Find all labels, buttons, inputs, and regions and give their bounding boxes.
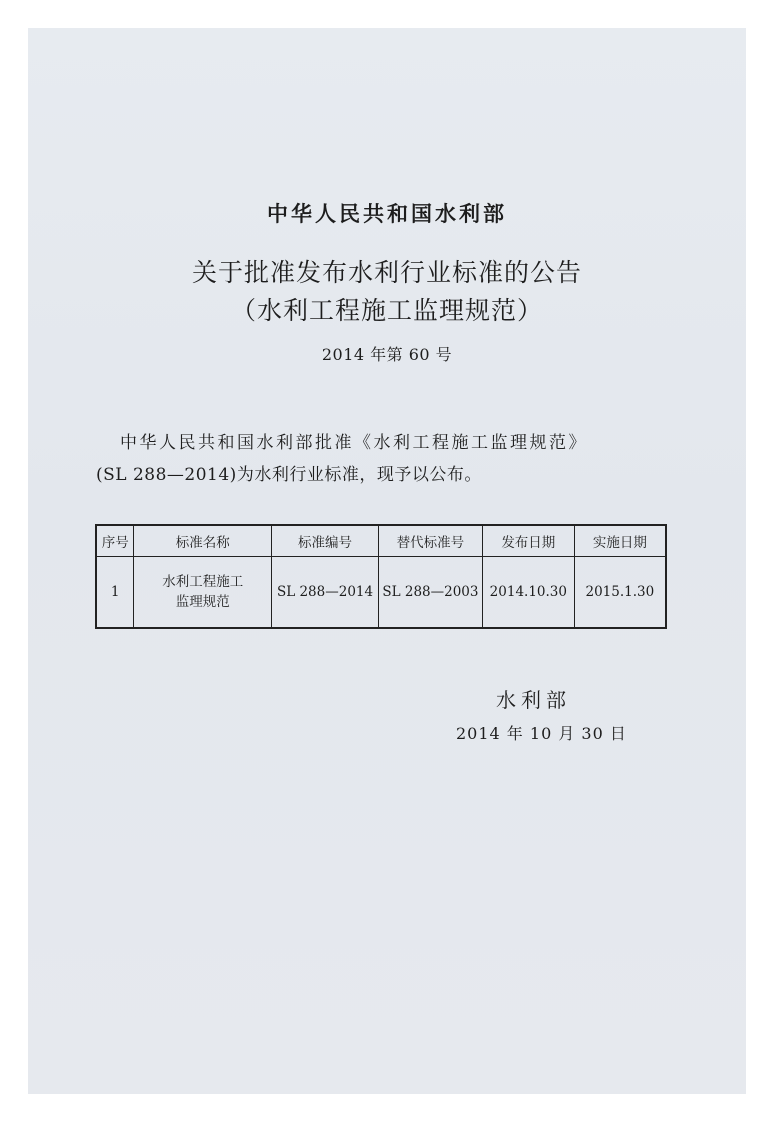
cell-release-date: 2014.10.30 xyxy=(482,557,574,629)
cell-effective-date: 2015.1.30 xyxy=(574,557,666,629)
cell-index: 1 xyxy=(96,557,134,629)
table-header-row xyxy=(96,525,666,557)
header-release-date: 发布日期 xyxy=(482,525,574,557)
document-page xyxy=(28,28,746,1094)
body-text-line-2: (SL 288—2014)为水利行业标准，现予以公布。 xyxy=(96,465,482,485)
notice-subtitle: （水利工程施工监理规范） xyxy=(230,296,543,325)
cell-replaced-code: SL 288—2003 xyxy=(378,557,482,629)
table-row xyxy=(96,557,666,629)
cell-standard-code: SL 288—2014 xyxy=(272,557,379,629)
header-replaced-code: 替代标准号 xyxy=(378,525,482,557)
header-index: 序号 xyxy=(96,525,134,557)
body-text-line-1: 中华人民共和国水利部批准《水利工程施工监理规范》 xyxy=(120,433,588,453)
standard-name-line-1: 水利工程施工 xyxy=(162,574,244,590)
issuing-ministry: 中华人民共和国水利部 xyxy=(267,201,507,226)
cell-standard-name xyxy=(134,557,272,629)
header-effective-date: 实施日期 xyxy=(574,525,666,557)
header-standard-code: 标准编号 xyxy=(272,525,379,557)
notice-title: 关于批准发布水利行业标准的公告 xyxy=(191,258,582,287)
header-standard-name: 标准名称 xyxy=(134,525,272,557)
document-number: 2014 年第 60 号 xyxy=(321,345,453,364)
standards-table xyxy=(95,524,667,629)
standard-name-line-2: 监理规范 xyxy=(175,594,230,610)
signature-date: 2014 年 10 月 30 日 xyxy=(456,724,627,743)
signature-ministry: 水利部 xyxy=(496,688,571,712)
